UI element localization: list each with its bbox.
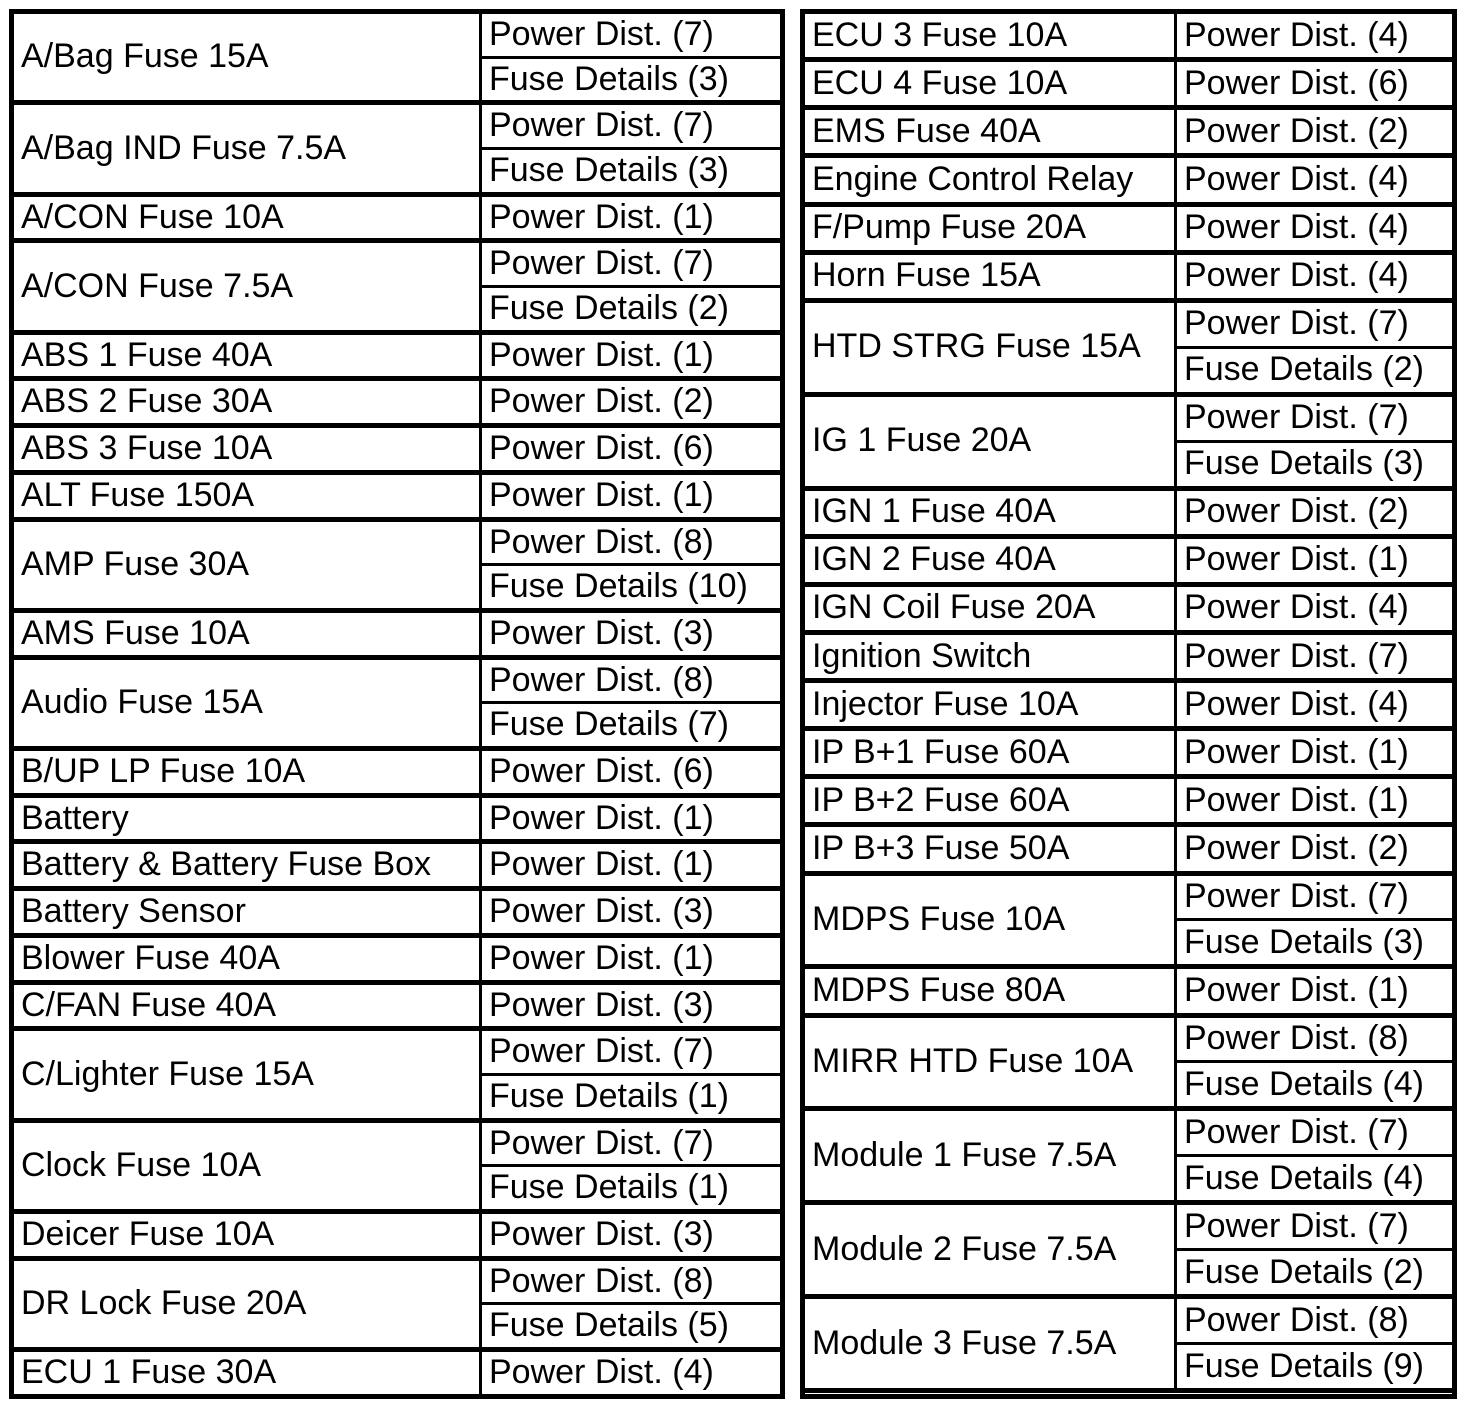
table-row [12, 472, 783, 519]
reference-cell: Fuse Details (4) [1176, 1062, 1455, 1109]
fuse-name-cell: ECU 3 Fuse 10A [803, 12, 1176, 60]
reference-cell: Power Dist. (7) [1176, 300, 1455, 347]
reference-cell: Power Dist. (1) [481, 935, 783, 982]
table-row [12, 379, 783, 426]
reference-cell: Fuse Details (7) [481, 703, 783, 749]
fuse-name-cell: B/UP LP Fuse 10A [12, 748, 481, 795]
fuse-name-cell: EMS Fuse 40A [803, 108, 1176, 156]
fuse-name-cell: IGN 2 Fuse 40A [803, 536, 1176, 584]
fuse-name-cell: F/Pump Fuse 20A [803, 204, 1176, 252]
table-row [12, 610, 783, 657]
table-row [803, 584, 1455, 632]
fuse-name-cell: Battery & Battery Fuse Box [12, 842, 481, 889]
reference-cell: Power Dist. (1) [481, 472, 783, 519]
table-row [803, 12, 1455, 60]
reference-cell: Power Dist. (1) [481, 795, 783, 842]
fuse-name-cell: Module 3 Fuse 7.5A [803, 1297, 1176, 1391]
reference-cell: Power Dist. (1) [1176, 729, 1455, 777]
reference-cell: Power Dist. (8) [1176, 1015, 1455, 1062]
table-row [12, 194, 783, 241]
reference-cell: Power Dist. (8) [1176, 1297, 1455, 1344]
table-row [803, 156, 1455, 204]
table-row [12, 1349, 783, 1396]
reference-cell: Fuse Details (10) [481, 565, 783, 611]
fuse-name-cell: Battery Sensor [12, 889, 481, 936]
reference-cell: Fuse Details (1) [481, 1075, 783, 1121]
empty-row [803, 1391, 1455, 1397]
fuse-name-cell: A/Bag Fuse 15A [12, 12, 481, 103]
reference-cell: Fuse Details (3) [481, 148, 783, 194]
fuse-name-cell: A/Bag IND Fuse 7.5A [12, 103, 481, 194]
fuse-name-cell: Deicer Fuse 10A [12, 1211, 481, 1258]
reference-cell: Power Dist. (8) [481, 519, 783, 565]
table-row [803, 825, 1455, 873]
fuse-name-cell: IP B+2 Fuse 60A [803, 777, 1176, 825]
reference-cell: Fuse Details (3) [1176, 920, 1455, 967]
reference-cell: Power Dist. (1) [1176, 967, 1455, 1015]
fuse-name-cell: ECU 1 Fuse 30A [12, 1349, 481, 1396]
reference-cell: Power Dist. (7) [481, 12, 783, 58]
reference-cell: Power Dist. (7) [1176, 1203, 1455, 1250]
reference-cell: Fuse Details (2) [1176, 1250, 1455, 1297]
fuse-index-table-left [9, 9, 785, 1399]
fuse-name-cell: HTD STRG Fuse 15A [803, 300, 1176, 394]
reference-cell: Power Dist. (7) [481, 103, 783, 149]
table-row [803, 394, 1455, 441]
table-row [12, 1120, 783, 1166]
reference-cell: Power Dist. (3) [481, 889, 783, 936]
reference-cell: Power Dist. (3) [481, 982, 783, 1029]
reference-cell: Power Dist. (6) [481, 426, 783, 473]
reference-cell: Fuse Details (2) [1176, 347, 1455, 394]
reference-cell: Power Dist. (3) [481, 1211, 783, 1258]
table-row [12, 12, 783, 58]
fuse-name-cell: Horn Fuse 15A [803, 252, 1176, 300]
reference-cell: Power Dist. (7) [481, 241, 783, 287]
table-row [12, 103, 783, 149]
reference-cell: Power Dist. (3) [481, 610, 783, 657]
fuse-name-cell: Module 2 Fuse 7.5A [803, 1203, 1176, 1297]
table-row [803, 488, 1455, 536]
reference-cell: Power Dist. (2) [1176, 488, 1455, 536]
table-row [12, 795, 783, 842]
fuse-name-cell: IG 1 Fuse 20A [803, 394, 1176, 488]
fuse-name-cell: Ignition Switch [803, 632, 1176, 680]
reference-cell: Fuse Details (9) [1176, 1344, 1455, 1391]
table-row [803, 536, 1455, 584]
reference-cell: Fuse Details (4) [1176, 1156, 1455, 1203]
table-row [803, 632, 1455, 680]
table-row [12, 657, 783, 703]
table-row [803, 1015, 1455, 1062]
table-row [803, 1297, 1455, 1344]
reference-cell: Power Dist. (1) [1176, 536, 1455, 584]
reference-cell: Fuse Details (3) [1176, 441, 1455, 488]
reference-cell: Power Dist. (2) [1176, 108, 1455, 156]
table-row [803, 873, 1455, 920]
table-row [803, 108, 1455, 156]
table-row [12, 889, 783, 936]
fuse-name-cell: C/Lighter Fuse 15A [12, 1029, 481, 1120]
table-row [12, 1258, 783, 1304]
table-row [12, 241, 783, 287]
reference-cell: Power Dist. (1) [481, 332, 783, 379]
reference-cell: Fuse Details (5) [481, 1304, 783, 1350]
reference-cell: Power Dist. (4) [1176, 252, 1455, 300]
fuse-name-cell: ALT Fuse 150A [12, 472, 481, 519]
table-row [12, 332, 783, 379]
reference-cell: Power Dist. (1) [481, 194, 783, 241]
fuse-name-cell: Engine Control Relay [803, 156, 1176, 204]
table-row [803, 967, 1455, 1015]
table-row [803, 729, 1455, 777]
fuse-name-cell: ECU 4 Fuse 10A [803, 60, 1176, 108]
table-row [12, 748, 783, 795]
reference-cell: Power Dist. (7) [481, 1120, 783, 1166]
reference-cell: Power Dist. (7) [1176, 632, 1455, 680]
reference-cell: Power Dist. (2) [1176, 825, 1455, 873]
reference-cell: Power Dist. (4) [1176, 12, 1455, 60]
fuse-name-cell: C/FAN Fuse 40A [12, 982, 481, 1029]
table-row [803, 1109, 1455, 1156]
reference-cell: Power Dist. (2) [481, 379, 783, 426]
fuse-name-cell: Injector Fuse 10A [803, 681, 1176, 729]
reference-cell: Fuse Details (3) [481, 57, 783, 103]
table-row [803, 60, 1455, 108]
reference-cell: Power Dist. (4) [1176, 204, 1455, 252]
fuse-name-cell: ABS 2 Fuse 30A [12, 379, 481, 426]
reference-cell: Fuse Details (2) [481, 286, 783, 332]
table-row [803, 1203, 1455, 1250]
fuse-name-cell: ABS 1 Fuse 40A [12, 332, 481, 379]
fuse-name-cell: A/CON Fuse 10A [12, 194, 481, 241]
fuse-name-cell: IGN Coil Fuse 20A [803, 584, 1176, 632]
table-row [803, 252, 1455, 300]
fuse-name-cell: Battery [12, 795, 481, 842]
reference-cell: Power Dist. (7) [1176, 1109, 1455, 1156]
table-row [803, 204, 1455, 252]
fuse-name-cell: MDPS Fuse 10A [803, 873, 1176, 967]
table-row [12, 1029, 783, 1075]
table-row [12, 982, 783, 1029]
fuse-name-cell: Blower Fuse 40A [12, 935, 481, 982]
reference-cell: Power Dist. (6) [1176, 60, 1455, 108]
fuse-name-cell: DR Lock Fuse 20A [12, 1258, 481, 1349]
reference-cell: Power Dist. (8) [481, 657, 783, 703]
fuse-name-cell: AMS Fuse 10A [12, 610, 481, 657]
fuse-name-cell: ABS 3 Fuse 10A [12, 426, 481, 473]
reference-cell: Power Dist. (4) [1176, 584, 1455, 632]
table-row [803, 777, 1455, 825]
reference-cell: Power Dist. (4) [1176, 681, 1455, 729]
reference-cell: Power Dist. (7) [1176, 873, 1455, 920]
reference-cell: Power Dist. (8) [481, 1258, 783, 1304]
reference-cell: Power Dist. (7) [1176, 394, 1455, 441]
fuse-name-cell: Module 1 Fuse 7.5A [803, 1109, 1176, 1203]
reference-cell: Power Dist. (1) [481, 842, 783, 889]
reference-cell: Power Dist. (6) [481, 748, 783, 795]
fuse-name-cell: MDPS Fuse 80A [803, 967, 1176, 1015]
empty-cell [803, 1391, 1455, 1397]
table-row [12, 426, 783, 473]
table-row [12, 935, 783, 982]
fuse-name-cell: IGN 1 Fuse 40A [803, 488, 1176, 536]
table-row [803, 681, 1455, 729]
reference-cell: Power Dist. (7) [481, 1029, 783, 1075]
reference-cell: Power Dist. (4) [481, 1349, 783, 1396]
fuse-name-cell: IP B+1 Fuse 60A [803, 729, 1176, 777]
fuse-index-table-right [800, 9, 1457, 1399]
fuse-name-cell: MIRR HTD Fuse 10A [803, 1015, 1176, 1109]
table-row [12, 519, 783, 565]
table-row [803, 300, 1455, 347]
fuse-name-cell: A/CON Fuse 7.5A [12, 241, 481, 332]
fuse-name-cell: IP B+3 Fuse 50A [803, 825, 1176, 873]
reference-cell: Power Dist. (4) [1176, 156, 1455, 204]
fuse-name-cell: Audio Fuse 15A [12, 657, 481, 748]
table-row [12, 1211, 783, 1258]
fuse-name-cell: Clock Fuse 10A [12, 1120, 481, 1211]
table-row [12, 842, 783, 889]
reference-cell: Fuse Details (1) [481, 1166, 783, 1212]
fuse-name-cell: AMP Fuse 30A [12, 519, 481, 610]
reference-cell: Power Dist. (1) [1176, 777, 1455, 825]
